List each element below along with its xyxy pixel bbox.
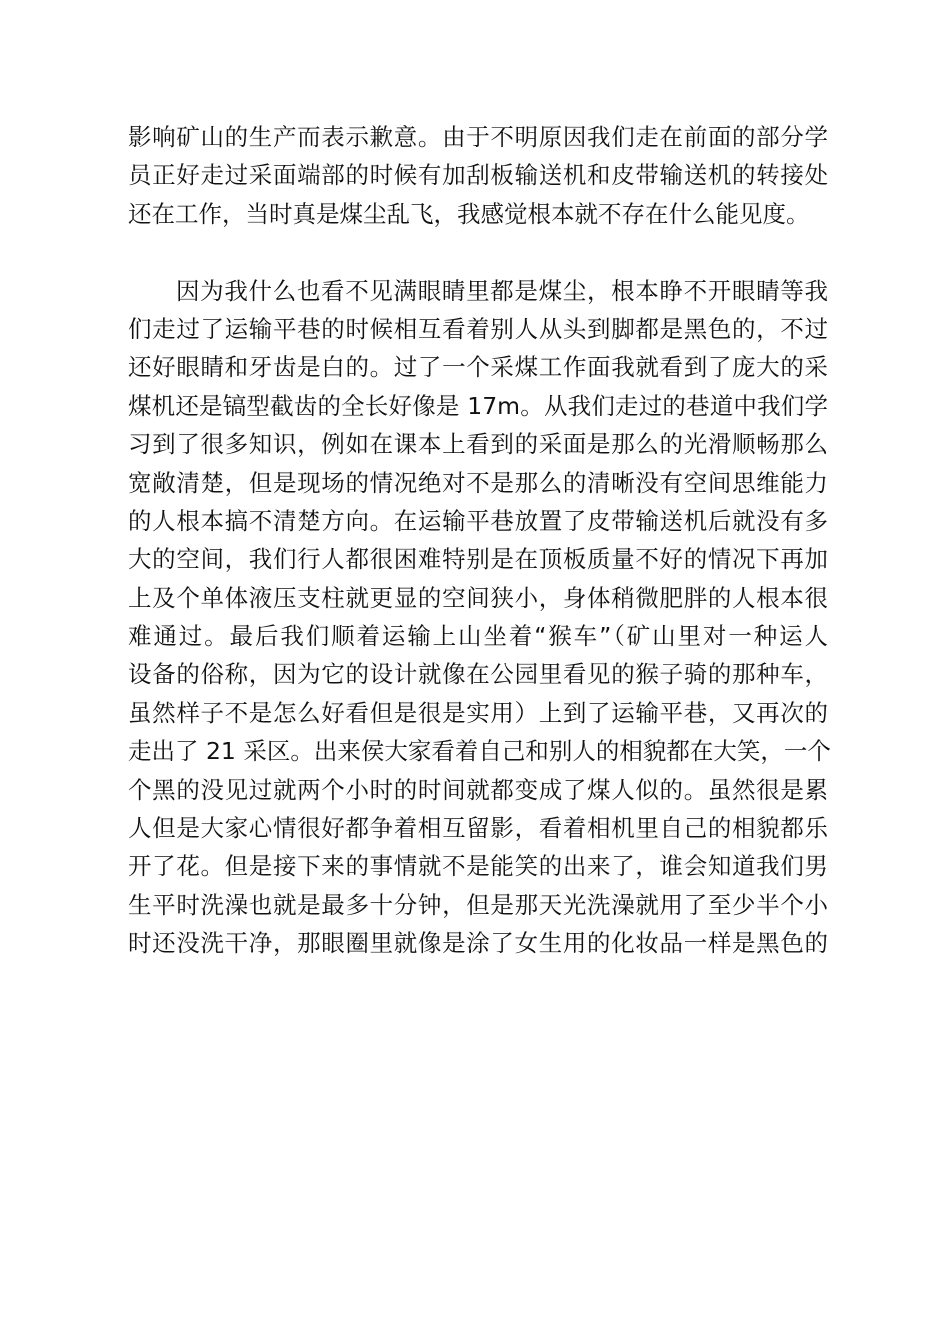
paragraph-2: [128, 272, 831, 963]
text-line: 影响矿山的生产而表示歉意。由于不明原因我们走在前面的部分学: [128, 123, 828, 151]
text-line: 的人根本搞不清楚方向。在运输平巷放置了皮带输送机后就没有多: [128, 506, 828, 535]
text-line: 上及个单体液压支柱就更显的空间狭小，身体稍微肥胖的人根本很: [128, 583, 828, 612]
text-line: 开了花。但是接下来的事情就不是能笑的出来了，谁会知道我们男: [128, 852, 828, 881]
paragraph-1: [128, 118, 828, 233]
text-line: 设备的俗称，因为它的设计就像在公园里看见的猴子骑的那种车，: [128, 660, 828, 689]
text-line: 还在工作，当时真是煤尘乱飞，我感觉根本就不存在什么能见度。: [128, 199, 810, 228]
body-text: [128, 118, 831, 963]
text-line: 个黑的没见过就两个小时的时间就都变成了煤人似的。虽然很是累: [128, 775, 828, 804]
text-line: 习到了很多知识，例如在课本上看到的采面是那么的光滑顺畅那么: [128, 430, 828, 459]
text-line: 还好眼睛和牙齿是白的。过了一个采煤工作面我就看到了庞大的采: [128, 353, 828, 382]
text-line: 大的空间，我们行人都很困难特别是在顶板质量不好的情况下再加: [128, 545, 828, 574]
text-line: 走出了 21 采区。出来侯大家看着自己和别人的相貌都在大笑，一个: [128, 737, 831, 766]
text-line: 因为我什么也看不见满眼睛里都是煤尘，根本睁不开眼睛等我: [176, 276, 828, 305]
text-line: 们走过了运输平巷的时候相互看着别人从头到脚都是黑色的，不过: [128, 314, 828, 343]
text-line: 虽然样子不是怎么好看但是很是实用）上到了运输平巷，又再次的: [128, 698, 828, 727]
text-line: 生平时洗澡也就是最多十分钟，但是那天光洗澡就用了至少半个小: [128, 890, 828, 919]
paragraph-gap: [128, 233, 828, 271]
text-line: 宽敞清楚，但是现场的情况绝对不是那么的清晰没有空间思维能力: [128, 468, 828, 497]
text-line: 难通过。最后我们顺着运输上山坐着“猴车”（矿山里对一种运人: [128, 622, 828, 651]
text-line: 员正好走过采面端部的时候有加刮板输送机和皮带输送机的转接处: [128, 161, 828, 190]
text-line: 人但是大家心情很好都争着相互留影，看着相机里自己的相貌都乐: [128, 814, 828, 843]
text-line: 时还没洗干净，那眼圈里就像是涂了女生用的化妆品一样是黑色的: [128, 929, 828, 958]
text-line: 煤机还是镐型截齿的全长好像是 17m。从我们走过的巷道中我们学: [128, 391, 828, 420]
